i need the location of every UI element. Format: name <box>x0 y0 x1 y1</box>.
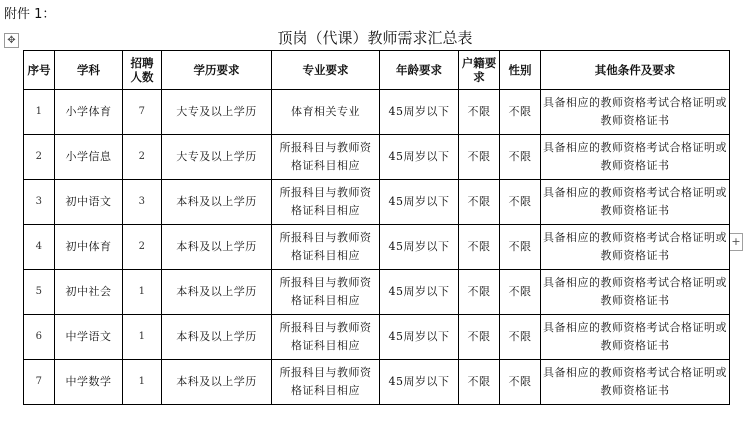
table-row <box>24 90 730 135</box>
cell-subject: 小学信息 <box>55 135 123 180</box>
cell-subject: 初中体育 <box>55 225 123 270</box>
cell-gender: 不限 <box>500 270 541 315</box>
cell-index: 3 <box>24 180 55 225</box>
cell-hire-count: 1 <box>123 315 162 360</box>
demand-summary-table <box>23 50 730 405</box>
cell-education: 大专及以上学历 <box>162 90 272 135</box>
cell-index: 1 <box>24 90 55 135</box>
cell-gender: 不限 <box>500 180 541 225</box>
header-household: 户籍要求 <box>459 51 500 90</box>
cell-gender: 不限 <box>500 225 541 270</box>
table-row <box>24 180 730 225</box>
cell-other: 具备相应的教师资格考试合格证明或教师资格证书 <box>541 90 730 135</box>
table-row <box>24 315 730 360</box>
cell-subject: 初中社会 <box>55 270 123 315</box>
cell-household: 不限 <box>459 315 500 360</box>
cell-education: 本科及以上学历 <box>162 270 272 315</box>
cell-other: 具备相应的教师资格考试合格证明或教师资格证书 <box>541 225 730 270</box>
header-index: 序号 <box>24 51 55 90</box>
cell-hire-count: 2 <box>123 225 162 270</box>
header-gender: 性别 <box>500 51 541 90</box>
cell-gender: 不限 <box>500 315 541 360</box>
cell-other: 具备相应的教师资格考试合格证明或教师资格证书 <box>541 135 730 180</box>
cell-household: 不限 <box>459 135 500 180</box>
cell-gender: 不限 <box>500 135 541 180</box>
table-row <box>24 225 730 270</box>
cell-major: 所报科目与教师资格证科目相应 <box>272 270 380 315</box>
cell-major: 所报科目与教师资格证科目相应 <box>272 225 380 270</box>
cell-hire-count: 7 <box>123 90 162 135</box>
cell-household: 不限 <box>459 360 500 405</box>
cell-age: 45周岁以下 <box>380 90 459 135</box>
cell-subject: 中学数学 <box>55 360 123 405</box>
cell-major: 所报科目与教师资格证科目相应 <box>272 135 380 180</box>
cell-household: 不限 <box>459 90 500 135</box>
cell-major: 所报科目与教师资格证科目相应 <box>272 360 380 405</box>
cell-household: 不限 <box>459 270 500 315</box>
cell-subject: 中学语文 <box>55 315 123 360</box>
table-move-handle-icon[interactable]: ✥ <box>4 33 19 48</box>
header-major: 专业要求 <box>272 51 380 90</box>
cell-household: 不限 <box>459 180 500 225</box>
cell-gender: 不限 <box>500 90 541 135</box>
cell-index: 4 <box>24 225 55 270</box>
cell-subject: 小学体育 <box>55 90 123 135</box>
table-row <box>24 135 730 180</box>
table-row <box>24 360 730 405</box>
cell-age: 45周岁以下 <box>380 180 459 225</box>
cell-major: 所报科目与教师资格证科目相应 <box>272 315 380 360</box>
cell-other: 具备相应的教师资格考试合格证明或教师资格证书 <box>541 180 730 225</box>
cell-education: 本科及以上学历 <box>162 225 272 270</box>
cell-hire-count: 1 <box>123 270 162 315</box>
cell-index: 7 <box>24 360 55 405</box>
cell-education: 本科及以上学历 <box>162 180 272 225</box>
attachment-label: 附件 1： <box>4 7 56 22</box>
cell-household: 不限 <box>459 225 500 270</box>
cell-major: 体育相关专业 <box>272 90 380 135</box>
cell-index: 6 <box>24 315 55 360</box>
cell-index: 5 <box>24 270 55 315</box>
header-hire-count: 招聘人数 <box>123 51 162 90</box>
cell-other: 具备相应的教师资格考试合格证明或教师资格证书 <box>541 270 730 315</box>
cell-other: 具备相应的教师资格考试合格证明或教师资格证书 <box>541 360 730 405</box>
cell-hire-count: 1 <box>123 360 162 405</box>
header-other: 其他条件及要求 <box>541 51 730 90</box>
cell-age: 45周岁以下 <box>380 270 459 315</box>
cell-age: 45周岁以下 <box>380 225 459 270</box>
cell-education: 本科及以上学历 <box>162 360 272 405</box>
cell-education: 本科及以上学历 <box>162 315 272 360</box>
table-header-row <box>24 51 730 90</box>
header-age: 年龄要求 <box>380 51 459 90</box>
cell-age: 45周岁以下 <box>380 135 459 180</box>
cell-education: 大专及以上学历 <box>162 135 272 180</box>
cell-hire-count: 2 <box>123 135 162 180</box>
cell-age: 45周岁以下 <box>380 315 459 360</box>
table-row <box>24 270 730 315</box>
cell-subject: 初中语文 <box>55 180 123 225</box>
cell-gender: 不限 <box>500 360 541 405</box>
header-education: 学历要求 <box>162 51 272 90</box>
cell-major: 所报科目与教师资格证科目相应 <box>272 180 380 225</box>
cell-age: 45周岁以下 <box>380 360 459 405</box>
cell-other: 具备相应的教师资格考试合格证明或教师资格证书 <box>541 315 730 360</box>
add-column-plus-icon[interactable]: + <box>729 233 743 251</box>
header-subject: 学科 <box>55 51 123 90</box>
cell-index: 2 <box>24 135 55 180</box>
page-title: 顶岗（代课）教师需求汇总表 <box>277 29 473 47</box>
cell-hire-count: 3 <box>123 180 162 225</box>
